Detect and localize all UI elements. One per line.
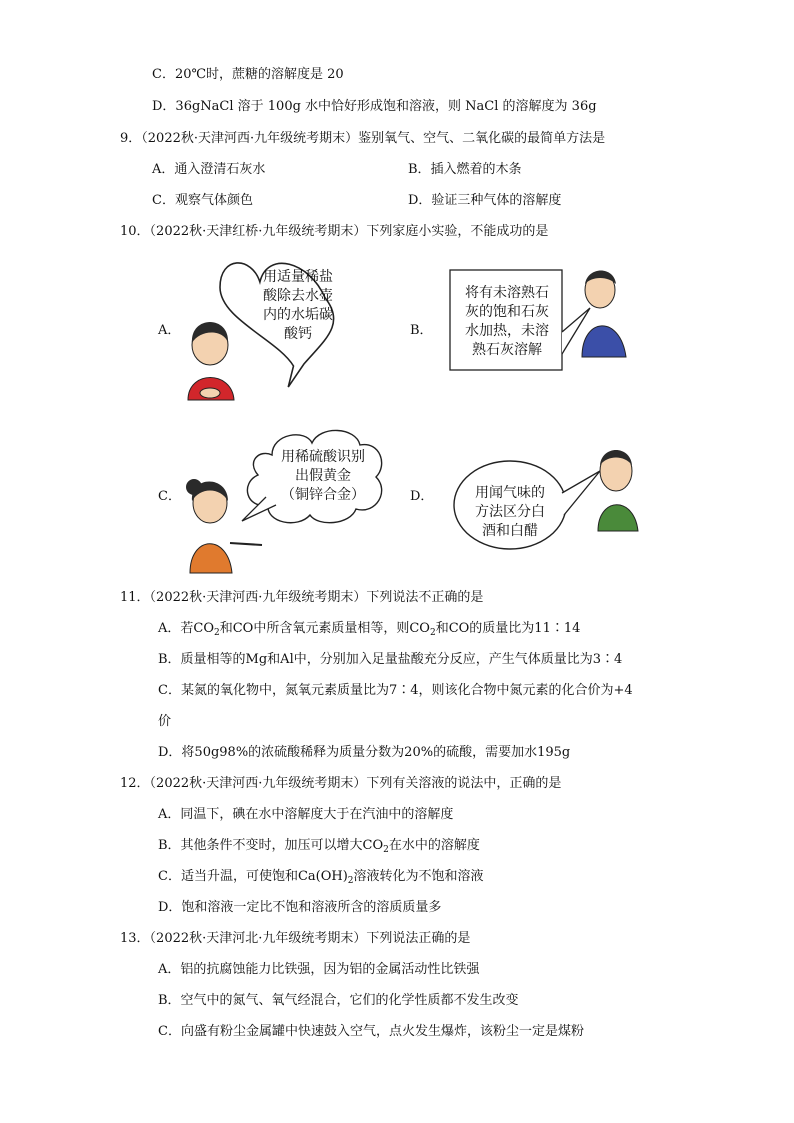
bubble-a-line-3: 内的水垢碳 [263,307,333,323]
q9-option-d: D．验证三种气体的溶解度 [408,193,562,208]
q11-option-c-cont: 价 [158,714,172,729]
bubble-c-line-2: 出假黄金 [295,468,351,484]
bubble-b-line-4: 熟石灰溶解 [472,342,542,358]
subscript-2: 2 [214,628,220,638]
bubble-d-line-2: 方法区分白 [475,504,545,520]
q12-option-b-part-1: B．其他条件不变时，加压可以增大CO [158,838,384,853]
q13-stem: 13．（2022秋·天津河北·九年级统考期末）下列说法正确的是 [120,931,471,946]
q11-option-c: C．某氮的氧化物中，氮氧元素质量比为7∶4，则该化合物中氮元素的化合价为+4 [158,683,633,698]
q9-stem: 9．（2022秋·天津河西·九年级统考期末）鉴别氧气、空气、二氧化碳的最简单方法是 [120,131,606,146]
q12-option-b [158,837,480,859]
q8-option-d: D．36gNaCl 溶于 100g 水中恰好形成饱和溶液，则 NaCl 的溶解度为 36g [152,99,597,114]
bubble-a-line-2: 酸除去水壶 [263,288,333,304]
bubble-c-line-1: 用稀硫酸识别 [281,449,365,465]
bubble-b-line-3: 水加热，未溶 [465,323,549,339]
q10-label-a: A． [158,323,181,338]
q8-option-c: C．20℃时，蔗糖的溶解度是 20 [152,67,344,82]
q9-option-a: A．通入澄清石灰水 [152,162,266,177]
bubble-a-line-1: 用适量稀盐 [263,269,333,285]
subscript-2: 2 [347,876,354,886]
q11-option-a-part-3: 和CO的质量比为11∶14 [435,621,581,636]
bubble-b-line-1: 将有未溶熟石 [465,285,549,301]
q12-option-d: D．饱和溶液一定比不饱和溶液所含的溶质质量多 [158,900,442,915]
bubble-d-line-3: 酒和白醋 [482,523,538,539]
subscript-2: 2 [429,628,436,638]
bubble-b-text [452,284,562,360]
q13-option-c: C．向盛有粉尘金属罐中快速鼓入空气，点火发生爆炸，该粉尘一定是煤粉 [158,1024,584,1039]
q11-option-b: B．质量相等的Mg和Al中，分别加入足量盐酸充分反应，产生气体质量比为3∶4 [158,652,623,667]
q12-stem: 12．（2022秋·天津河西·九年级统考期末）下列有关溶液的说法中，正确的是 [120,776,562,791]
bubble-c-line-3: （铜锌合金） [281,487,365,503]
q12-option-c-part-1: C．适当升温，可使饱和Ca(OH) [158,869,348,884]
subscript-2: 2 [383,845,389,855]
bubble-d-line-1: 用闻气味的 [475,485,545,501]
q10-label-c: C． [158,489,181,504]
q12-option-c [158,868,484,890]
q12-option-b-part-2: 在水中的溶解度 [388,838,480,853]
q12-option-a: A．同温下，碘在水中溶解度大于在汽油中的溶解度 [158,807,454,822]
q10-label-d: D． [410,489,434,504]
q10-label-b: B． [410,323,433,338]
q11-option-a-part-2: 和CO中所含氧元素质量相等，则CO [219,621,430,636]
q10-stem: 10．（2022秋·天津红桥·九年级统考期末）下列家庭小实验，不能成功的是 [120,224,549,239]
bubble-b-line-2: 灰的饱和石灰 [465,304,549,320]
q12-option-c-part-2: 溶液转化为不饱和溶液 [353,869,484,884]
q11-option-a [158,620,580,642]
bubble-d-text [452,484,568,541]
q13-option-a: A．铝的抗腐蚀能力比铁强，因为铝的金属活动性比铁强 [158,962,480,977]
q11-option-a-part-1: A．若CO [158,621,214,636]
q9-option-c: C．观察气体颜色 [152,193,253,208]
q11-option-d: D．将50g98%的浓硫酸稀释为质量分数为20%的硫酸，需要加水195g [158,745,571,760]
bubble-a-text [244,268,352,344]
bubble-a-line-4: 酸钙 [284,326,312,342]
bubble-c-text [268,448,378,505]
q11-stem: 11．（2022秋·天津河西·九年级统考期末）下列说法不正确的是 [120,590,484,605]
q9-option-b: B．插入燃着的木条 [408,162,522,177]
q13-option-b: B．空气中的氮气、氧气经混合，它们的化学性质都不发生改变 [158,993,519,1008]
